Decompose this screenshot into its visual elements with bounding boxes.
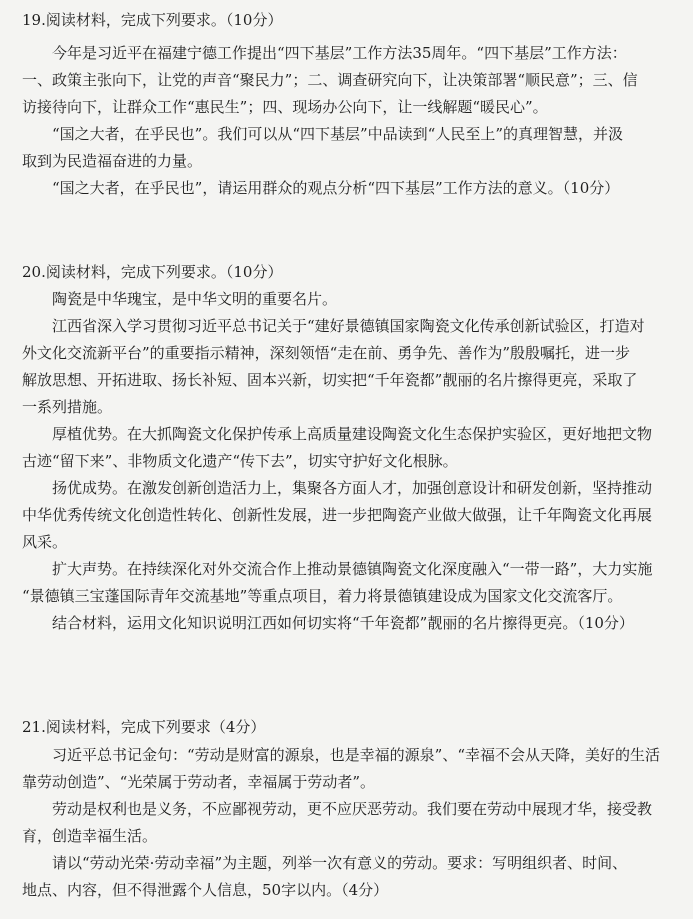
q21-prompt-line1: 请以“劳动光荣·劳动幸福”为主题，列举一次有意义的劳动。要求：写明组织者、时间、 (52, 854, 628, 872)
q20-p4-line2: 中华优秀传统文化创造性转化、创新性发展，进一步把陶瓷产业做大做强，让千年陶瓷文化再展 (22, 506, 653, 524)
q21-prompt-line2: 地点、内容，但不得泄露个人信息，50字以内。（4分） (22, 881, 389, 899)
q20-p3-line1: 厚植优势。在大抓陶瓷文化保护传承上高质量建设陶瓷文化生态保护实验区，更好地把文物 (52, 425, 653, 443)
q21-p1-line2: 靠劳动创造”、“光荣属于劳动者，幸福属于劳动者”。 (22, 773, 376, 791)
q21-p2-line1: 劳动是权利也是义务，不应鄙视劳动，更不应厌恶劳动。我们要在劳动中展现才华，接受教 (52, 800, 653, 818)
question-21-header: 21.阅读材料，完成下列要求（4分） (22, 718, 266, 736)
q19-p1-line1: 今年是习近平在福建宁德工作提出“四下基层”工作方法35周年。“四下基层”工作方法： (52, 44, 627, 62)
q20-p5-line1: 扩大声势。在持续深化对外交流合作上推动景德镇陶瓷文化深度融入“一带一路”，大力实施 (52, 560, 653, 578)
question-20-prompt: 结合材料，运用文化知识说明江西如何切实将“千年瓷都”靓丽的名片擦得更亮。（10分） (52, 614, 634, 632)
q20-p5-line2: “景德镇三宝蓬国际青年交流基地”等重点项目，着力将景德镇建设成为国家文化交流客厅。 (22, 587, 623, 605)
q20-p4-line3: 风采。 (22, 533, 68, 551)
q21-p2-line2: 育，创造幸福生活。 (22, 827, 158, 845)
q20-p2-line4: 一系列措施。 (22, 398, 113, 416)
question-20-header: 20.阅读材料，完成下列要求。（10分） (22, 263, 283, 281)
q19-p2-line1: “国之大者，在乎民也”。我们可以从“四下基层”中品读到“人民至上”的真理智慧，并汲 (52, 125, 624, 143)
q20-p2-line3: 解放思想、开拓进取、扬长补短、固本兴新，切实把“千年瓷都”靓丽的名片擦得更亮，采取了 (22, 371, 638, 389)
question-19-header: 19.阅读材料，完成下列要求。（10分） (22, 11, 283, 29)
q19-p1-line2: 一、政策主张向下，让党的声音“聚民力”；二、调查研究向下，让决策部署“顺民意”；三、信 (22, 71, 638, 89)
q20-p2-line2: 外文化交流新平台”的重要指示精神，深刻领悟“走在前、勇争先、善作为”殷殷嘱托，进一步 (22, 344, 631, 362)
q20-p3-line2: 古迹“留下来”、非物质文化遗产“传下去”，切实守护好文化根脉。 (22, 452, 458, 470)
q20-p4-line1: 扬优成势。在激发创新创造活力上，集聚各方面人才，加强创意设计和研发创新，坚持推动 (52, 479, 653, 497)
q21-p1-line1: 习近平总书记金句：“劳动是财富的源泉，也是幸福的源泉”、“幸福不会从天降，美好的生活 (52, 746, 661, 764)
q20-p1: 陶瓷是中华瑰宝，是中华文明的重要名片。 (52, 290, 338, 308)
question-19-prompt: “国之大者，在乎民也”，请运用群众的观点分析“四下基层”工作方法的意义。（10分） (52, 179, 620, 197)
q19-p2-line2: 取到为民造福奋进的力量。 (22, 152, 203, 170)
q20-p2-line1: 江西省深入学习贯彻习近平总书记关于“建好景德镇国家陶瓷文化传承创新试验区，打造对 (52, 317, 645, 335)
q19-p1-line3: 访接待向下，让群众工作“惠民生”；四、现场办公向下，让一线解题“暖民心”。 (22, 98, 548, 116)
